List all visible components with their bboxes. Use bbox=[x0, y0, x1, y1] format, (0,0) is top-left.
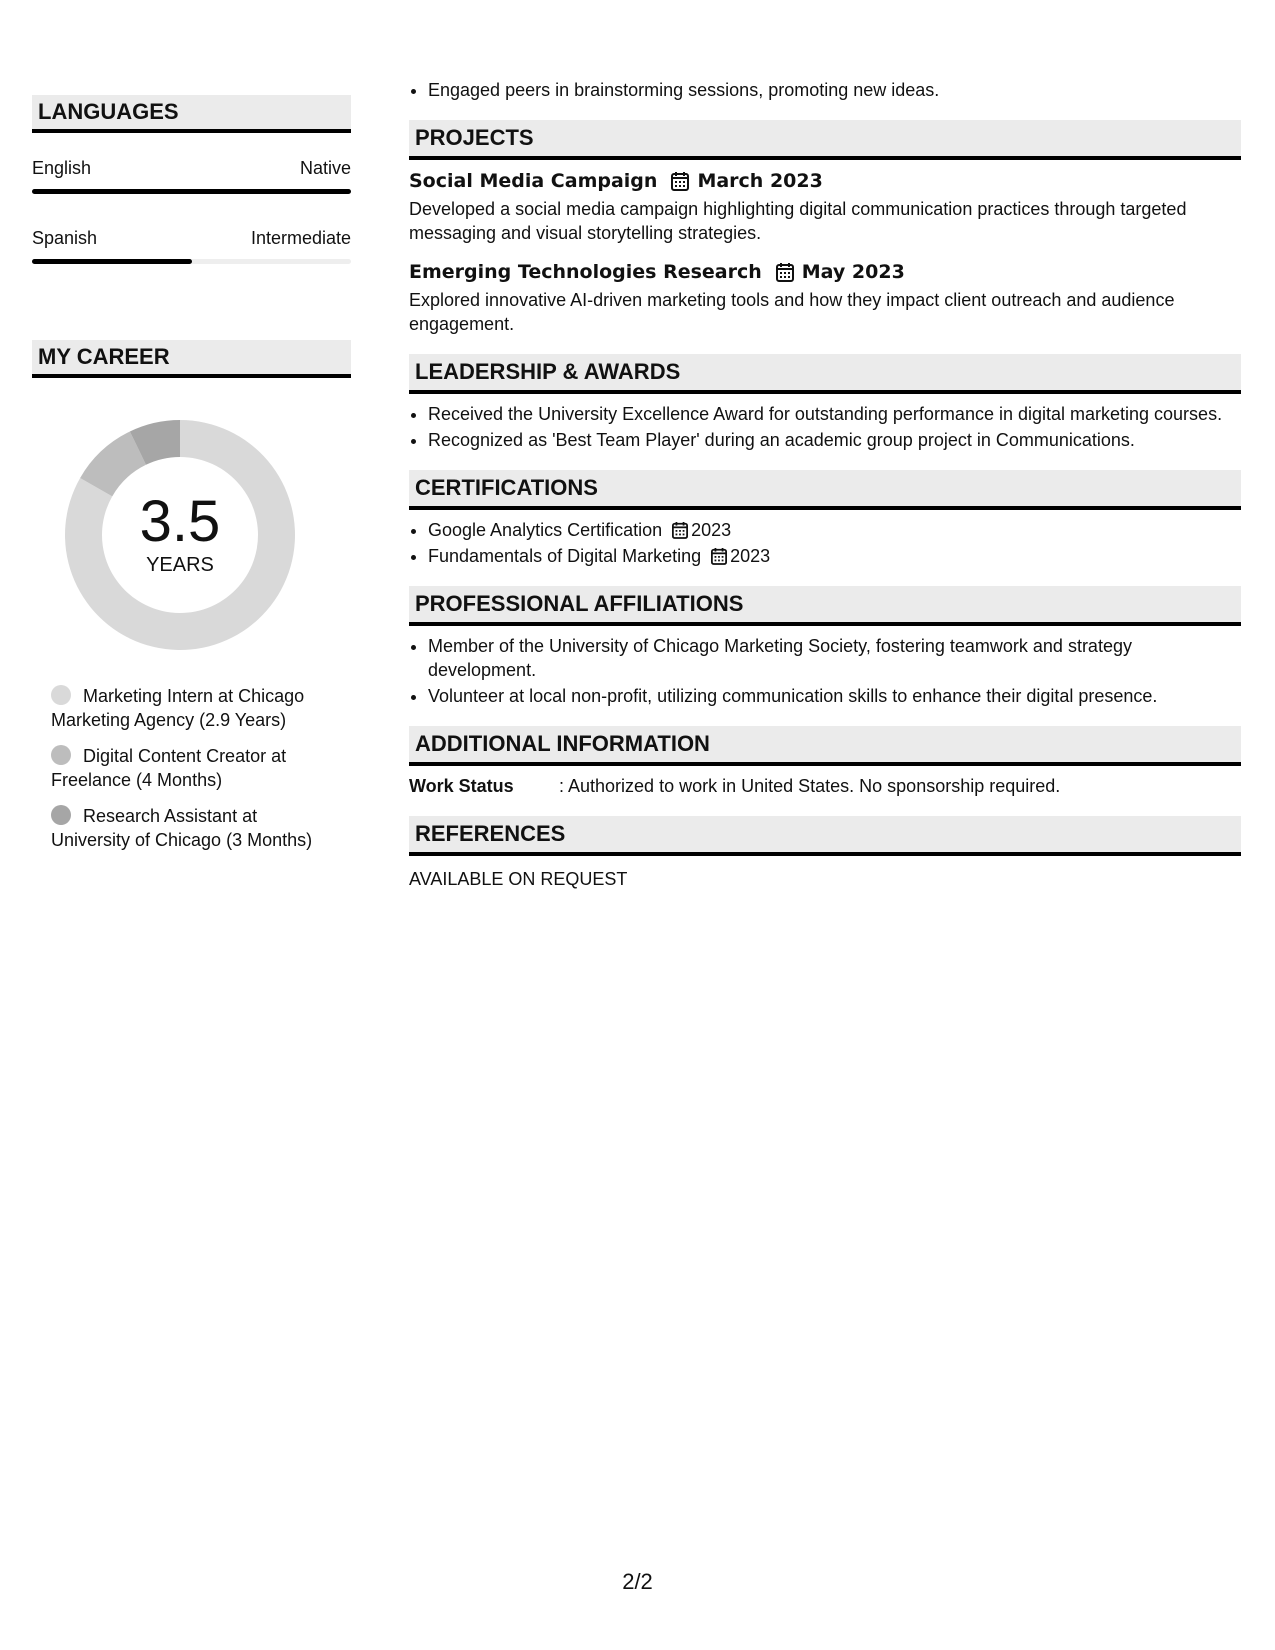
project-title: Emerging Technologies Research bbox=[409, 261, 762, 283]
career-legend-item: Research Assistant at University of Chicago (3 Months) bbox=[51, 806, 313, 850]
additional-info-heading: ADDITIONAL INFORMATION bbox=[409, 726, 1241, 766]
work-status-value: : Authorized to work in United States. No sponsorship required. bbox=[559, 776, 1061, 796]
language-bar bbox=[32, 189, 351, 194]
affiliation-bullet: • Member of the University of Chicago Marketing Society, fostering teamwork and strategy development. bbox=[428, 634, 1241, 682]
career-legend bbox=[51, 684, 341, 852]
certification-year: 2023 bbox=[730, 546, 771, 566]
language-level: Intermediate bbox=[250, 228, 351, 248]
certification-name: Fundamentals of Digital Marketing bbox=[428, 546, 702, 566]
work-status-label: Work Status bbox=[409, 776, 514, 796]
languages-heading: LANGUAGES bbox=[32, 95, 351, 133]
career-heading: MY CAREER bbox=[32, 340, 351, 378]
project-title-row bbox=[409, 168, 1241, 194]
career-total-years: 3.5 bbox=[139, 489, 221, 554]
legend-dot-icon bbox=[51, 745, 71, 765]
page-number: 2/2 bbox=[622, 1569, 653, 1594]
certifications-heading: CERTIFICATIONS bbox=[409, 470, 1241, 510]
language-level: Native bbox=[299, 158, 351, 178]
leadership-bullets bbox=[409, 402, 1241, 452]
calendar-icon bbox=[671, 171, 689, 191]
affiliation-bullet: • Volunteer at local non-profit, utilizing communication skills to enhance their digital presence. bbox=[428, 684, 1241, 708]
project-title: Social Media Campaign bbox=[409, 170, 658, 192]
career-legend-item: Marketing Intern at Chicago Marketing Agency (2.9 Years) bbox=[51, 686, 305, 730]
certification-item bbox=[428, 518, 1241, 542]
certifications-list bbox=[409, 518, 1241, 568]
references-heading: REFERENCES bbox=[409, 816, 1241, 856]
certification-item bbox=[428, 544, 1241, 568]
experience-bullet: • Engaged peers in brainstorming sessions, promoting new ideas. bbox=[428, 78, 1241, 102]
work-status-row bbox=[409, 774, 1241, 798]
language-row bbox=[32, 227, 351, 249]
project-date: March 2023 bbox=[697, 170, 823, 192]
calendar-icon bbox=[672, 521, 688, 539]
language-bar bbox=[32, 259, 351, 264]
project-description: Developed a social media campaign highlighting digital communication practices through targeted messaging and visual storytelling strategies. bbox=[409, 199, 1187, 243]
language-bar-fill bbox=[32, 189, 351, 194]
language-bar-fill bbox=[32, 259, 192, 264]
certification-name: Google Analytics Certification bbox=[428, 520, 663, 540]
career-total-unit: YEARS bbox=[146, 554, 214, 576]
legend-dot-icon bbox=[51, 805, 71, 825]
affiliations-heading: PROFESSIONAL AFFILIATIONS bbox=[409, 586, 1241, 626]
experience-bullets bbox=[409, 78, 1241, 102]
projects-heading: PROJECTS bbox=[409, 120, 1241, 160]
right-column bbox=[409, 78, 1241, 891]
leadership-bullet: • Recognized as 'Best Team Player' during an academic group project in Communications. bbox=[428, 428, 1241, 452]
project-date: May 2023 bbox=[801, 261, 905, 283]
career-legend-item: Digital Content Creator at Freelance (4 Months) bbox=[51, 746, 287, 790]
affiliations-bullets bbox=[409, 634, 1241, 708]
calendar-icon bbox=[776, 262, 794, 282]
language-row bbox=[32, 157, 351, 179]
calendar-icon bbox=[711, 547, 727, 565]
project-title-row bbox=[409, 259, 1241, 285]
leadership-bullet: • Received the University Excellence Award for outstanding performance in digital marketing courses. bbox=[428, 402, 1241, 426]
certification-year: 2023 bbox=[691, 520, 732, 540]
references-text: AVAILABLE ON REQUEST bbox=[409, 869, 628, 889]
legend-dot-icon bbox=[51, 685, 71, 705]
language-name: English bbox=[32, 158, 92, 178]
project-description: Explored innovative AI-driven marketing tools and how they impact client outreach and audience engagement. bbox=[409, 290, 1175, 334]
language-name: Spanish bbox=[32, 228, 98, 248]
career-donut-chart bbox=[65, 420, 295, 650]
leadership-heading: LEADERSHIP & AWARDS bbox=[409, 354, 1241, 394]
left-column bbox=[32, 95, 351, 864]
